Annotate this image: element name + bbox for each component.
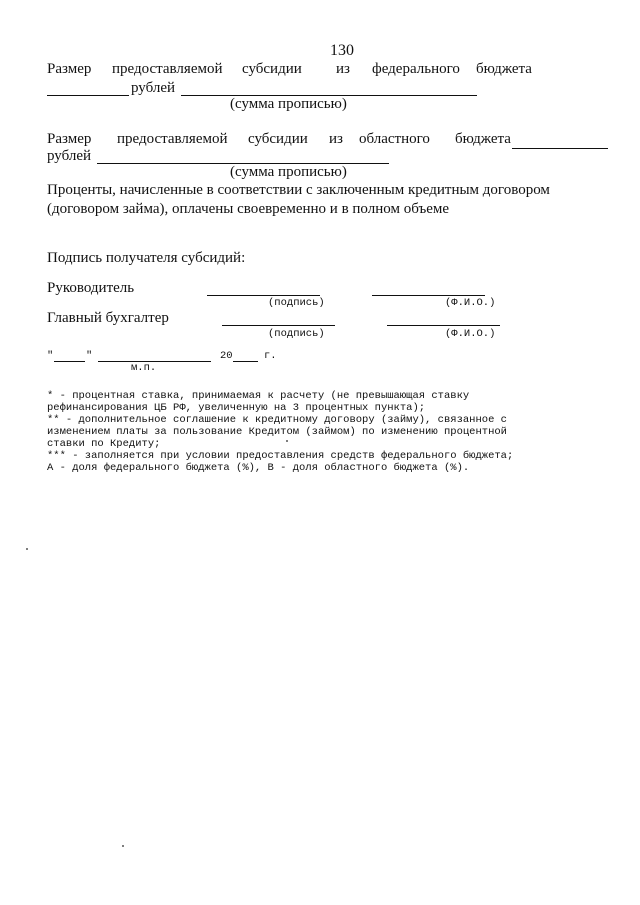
accountant-name-caption: (Ф.И.О.): [445, 328, 496, 340]
federal-word-provided: предоставляемой: [112, 61, 223, 77]
signature-heading: Подпись получателя субсидий:: [47, 250, 246, 266]
director-name-field[interactable]: [372, 295, 485, 296]
regional-amount-field[interactable]: [512, 148, 608, 149]
footnote-line: рефинансирования ЦБ РФ, увеличенную на 3 процентных пункта);: [47, 402, 426, 414]
footnote-line: изменением платы за пользование Кредитом (займом) по изменению процентной: [47, 426, 507, 438]
accountant-name-field[interactable]: [387, 325, 500, 326]
regional-rubles-label: рублей: [47, 148, 92, 164]
federal-word-budget: бюджета: [476, 61, 532, 77]
regional-word-provided: предоставляемой: [117, 131, 228, 147]
date-day-field[interactable]: [54, 361, 85, 362]
footnote-line: ставки по Кредиту;: [47, 438, 161, 450]
date-quote-open: ": [47, 350, 54, 362]
director-signature-caption: (подпись): [268, 297, 325, 309]
director-label: Руководитель: [47, 280, 135, 296]
date-year-prefix: 20: [220, 350, 233, 362]
date-year-suffix: г.: [264, 350, 277, 362]
regional-amount-caption: (сумма прописью): [230, 164, 347, 180]
footnote-line: * - процентная ставка, принимаемая к расчету (не превышающая ставку: [47, 390, 470, 402]
federal-word-from: из: [336, 61, 350, 77]
accountant-signature-field[interactable]: [222, 325, 335, 326]
regional-word-budget: бюджета: [455, 131, 511, 147]
scan-speck: [122, 845, 124, 847]
page-number: 130: [330, 42, 354, 59]
interest-statement-line1: Проценты, начисленные в соответствии с заключенным кредитным договором: [47, 182, 550, 198]
footnote-line: ** - дополнительное соглашение к кредитному договору (займу), связанное с: [47, 414, 507, 426]
date-quote-close: ": [86, 350, 93, 362]
footnote-line: А - доля федерального бюджета (%), В - доля областного бюджета (%).: [47, 462, 470, 474]
federal-size-label: Размер: [47, 61, 92, 77]
director-name-caption: (Ф.И.О.): [445, 297, 496, 309]
scan-speck: [286, 440, 288, 442]
federal-word-subsidy: субсидии: [242, 61, 302, 77]
accountant-signature-caption: (подпись): [268, 328, 325, 340]
interest-statement-line2: (договором займа), оплачены своевременно и в полном объеме: [47, 201, 450, 217]
footnote-line: *** - заполняется при условии предоставления средств федерального бюджета;: [47, 450, 514, 462]
federal-word-federal: федерального: [372, 61, 460, 77]
regional-word-from: из: [329, 131, 343, 147]
federal-amount-caption: (сумма прописью): [230, 96, 347, 112]
scan-speck: [26, 548, 28, 550]
regional-word-regional: областного: [359, 131, 430, 147]
director-signature-field[interactable]: [207, 295, 320, 296]
regional-size-label: Размер: [47, 131, 92, 147]
date-year-field[interactable]: [233, 361, 258, 362]
federal-rubles-label: рублей: [131, 80, 176, 96]
federal-amount-field[interactable]: [47, 95, 129, 96]
seal-placeholder: м.п.: [131, 362, 157, 374]
accountant-label: Главный бухгалтер: [47, 310, 169, 326]
regional-word-subsidy: субсидии: [248, 131, 308, 147]
